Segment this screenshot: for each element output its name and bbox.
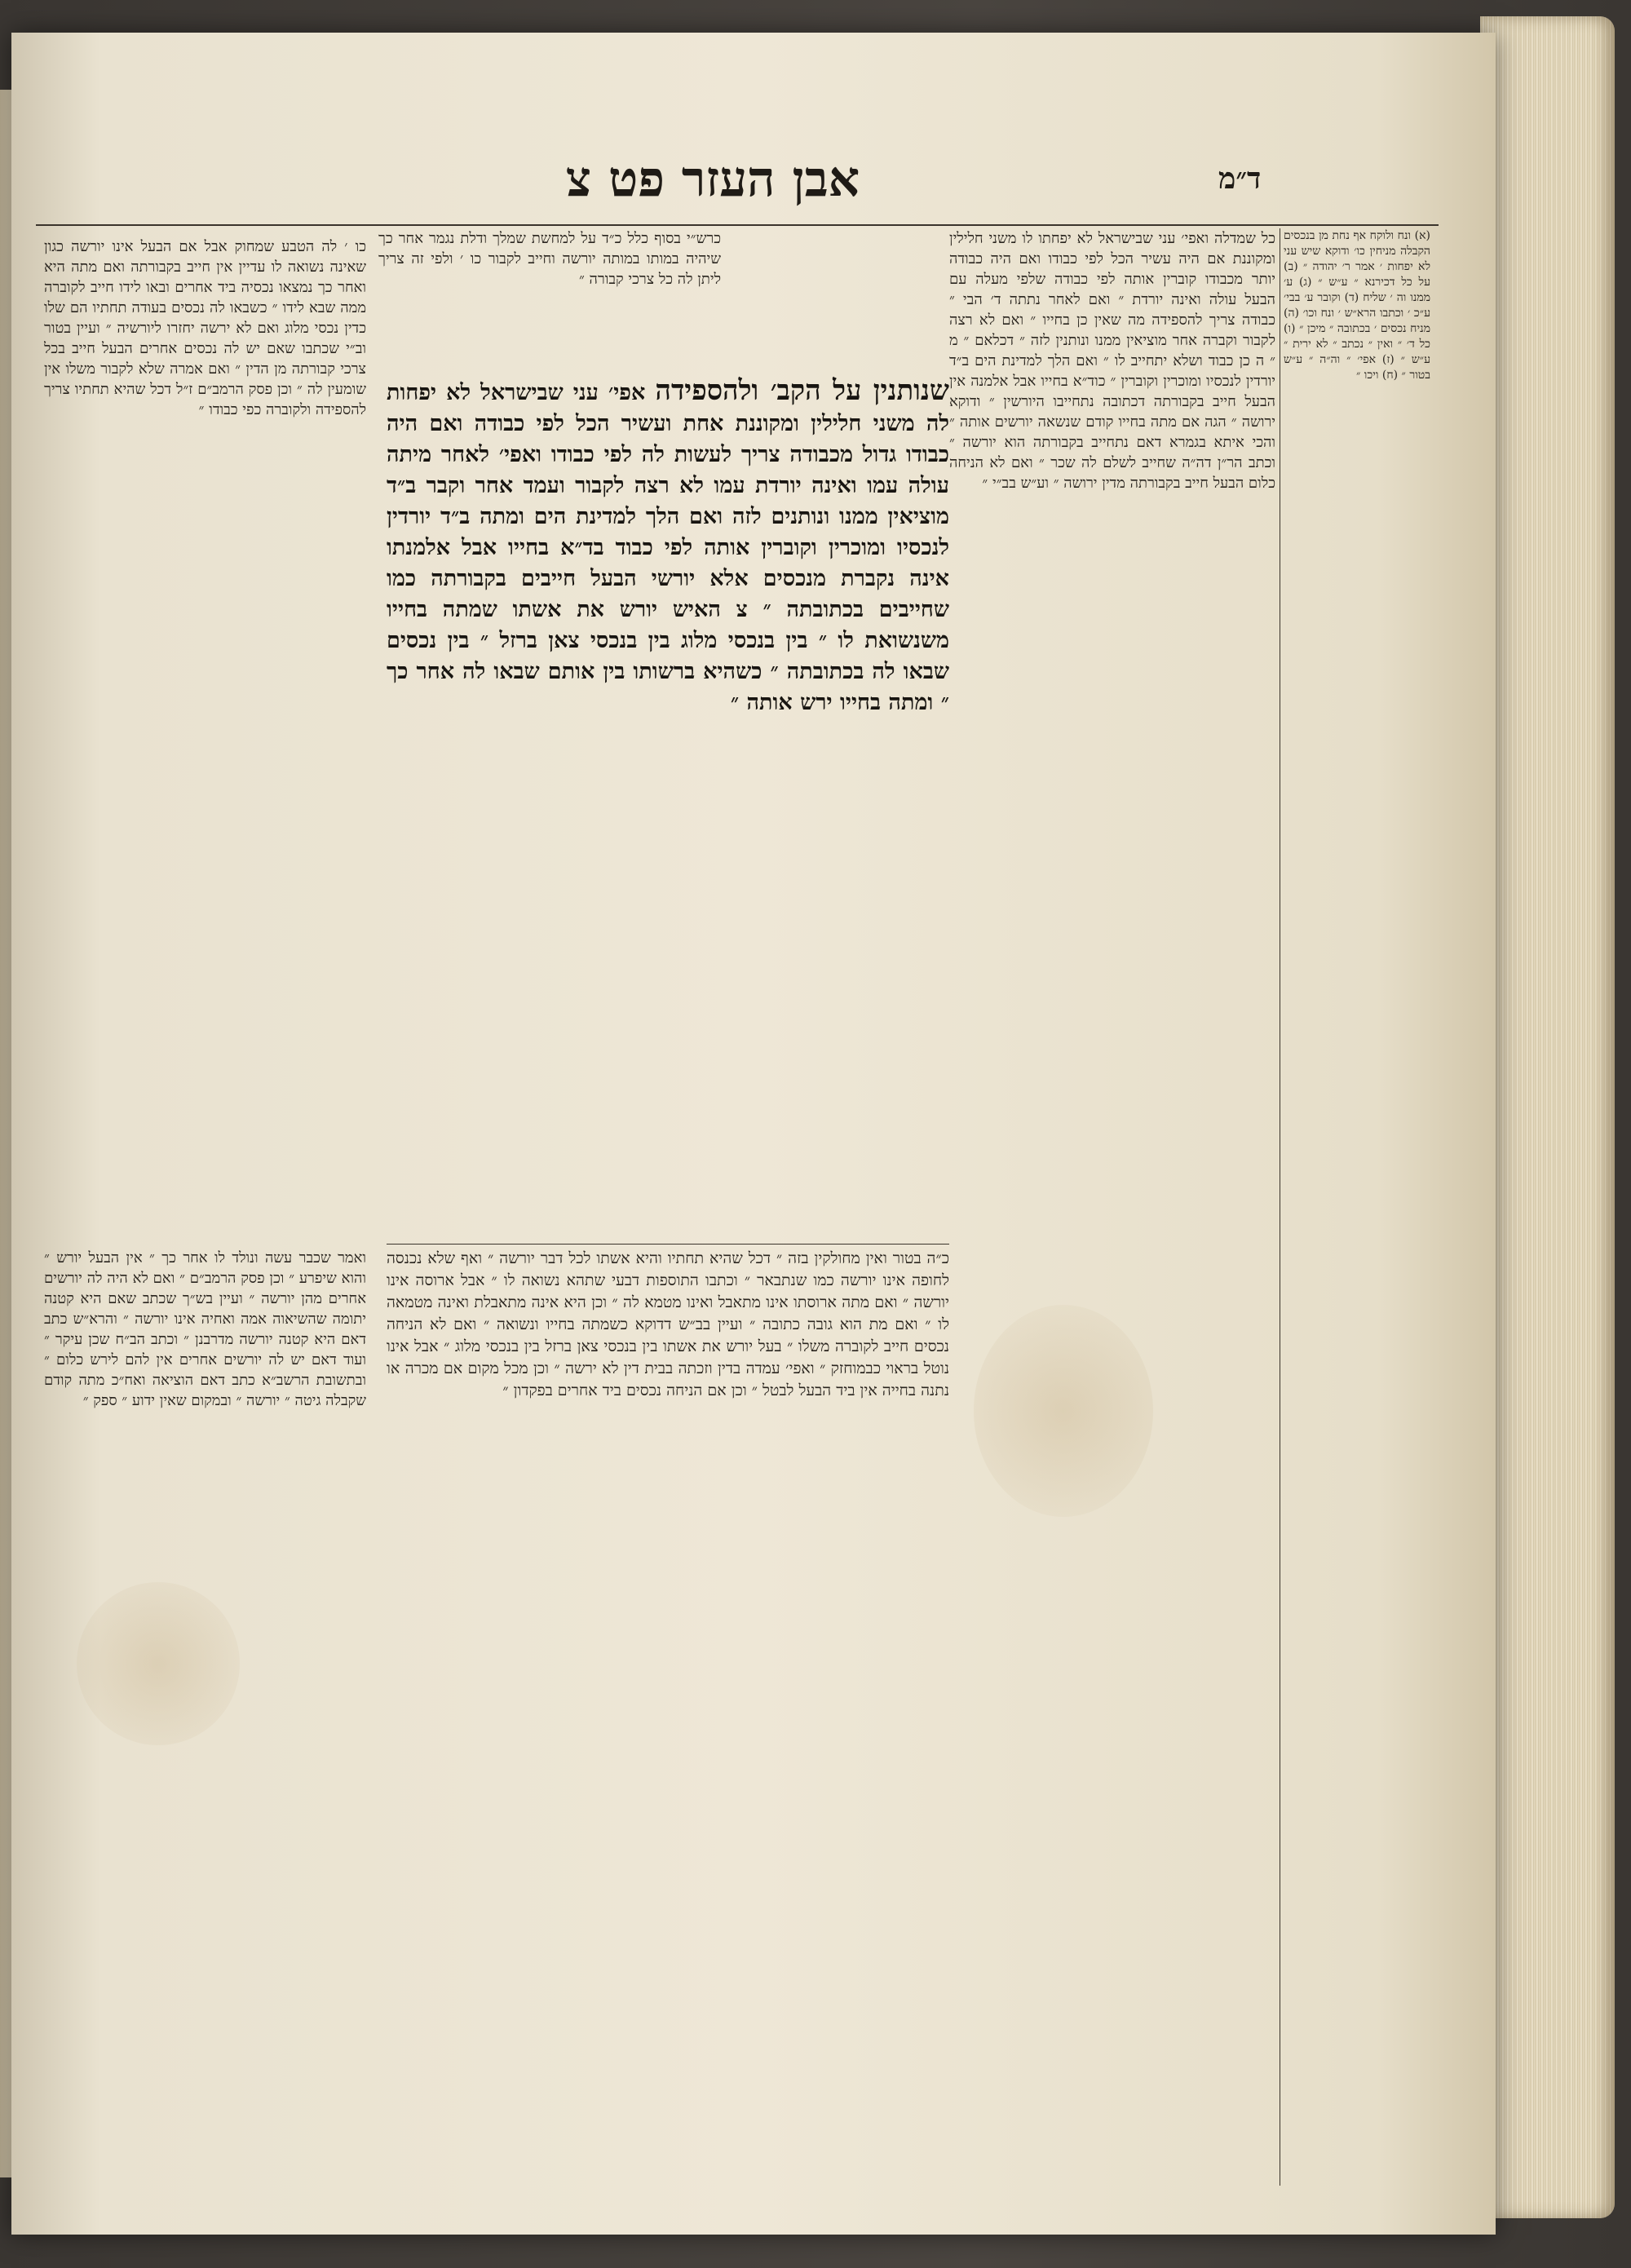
right-commentary-text: כל שמדלה ואפי׳ עני שבישראל לא יפחתו לו משני חלילין ומקוננת אם היה עשיר הכל לפי כבודו ואם היה כבודה יותר מכבודו קוברין אותה לפי כבודה שלפי מעלה עם הבעל עולה ואינה יורדת ״ ואם לאחר נתתה ד׳ הבי ״ כבודה צריך להספידה מה שאין כן בחייו ״ ואם לא רצה לקבור וקברה אחר מוציאין ממנו ונותנין לזה ״ דכלאם ״ מ ״ ה כן כבוד ושלא יתחייב לו ״ ואם הלך למדינת הים ב״ד יורדין לנכסיו ומוכרין וקוברין ״ כוד״א בחייו אבל אלמנה אין הבעל חייב בקבורתה דכתובה נתחייבו היורשין ״ ודוקא ירושה ״ הגה אם מתה בחייו קודם שנשאה יורשים אותה ״ והכי איתא בגמרא דאם נתחייב בקבורתה הוא יורשה ״ וכתב הר״ן דה״ה שחייב לשלם לה שכר ״ ואם לא הניחה כלום הבעל חייב בקבורתה מדין ירושה ״ וע״ש בב״י ״ bbox=[949, 230, 1275, 492]
lower-middle-commentary-text: כ״ה בטור ואין מחולקין בזה ״ דכל שהיא תחתיו והיא אשתו לכל דבר יורשה ״ ואף שלא נכנסה לחופה אינו יורשה כמו שנתבאר ״ וכתבו התוספות דבעי שתהא נשואה לו ״ אבל ארוסה אינו יורשה ״ ואם מתה ארוסתו אינו מתאבל ואינו מטמא לה ״ וכן היא אינה מתאבלת ואינה מטמאה לו ״ ואם מת הוא גובה כתובה ״ ועיין בב״ש דדוקא כשמתה בחייו ונשואה ״ ואם לא הניחה נכסים חייב לקוברה משלו ״ בעל יורש את אשתו בין בנכסי צאן ברזל בין בנכסי מלוג ״ אבל אינו נוטל בראוי כבמוחזק ״ ואפי׳ עמדה בדין וזכתה בבית דין לא ירשה ״ וכן מכל מקום אם מכרה או נתנה בחייה אין ביד הבעל לבטל ״ וכן אם הניחה נכסים ביד אחרים בפקדון ״ bbox=[387, 1249, 949, 1399]
left-page-edge bbox=[0, 90, 11, 2177]
margin-notes-text: (א) ונח ולוקח אף נחת מן בנכסים הקבלה מניחין כו׳ ודוקא שיש עני לא יפחות ׳ אמר ר׳ יהודה ״ (ב) על כל דכירנא ״ ע״ש ״ (ג) ע׳ ממנו וה ׳ שליח (ד) וקובר ע׳ בבי׳ ע״כ ׳ וכתבו הרא״ש ׳ ונח וכו׳ (ה) מניח נכסים ׳ בכתובה ״ מיכן ״ (ו) כל ד׳ ״ ואין ״ נכתב ״ לא ירית ״ ע״ש ״ (ז) אפי׳ ״ וה״ה ״ ע״ש בטור ״ (ח) ויכו ״ bbox=[1284, 229, 1430, 382]
upper-middle-commentary bbox=[378, 228, 721, 367]
document-page bbox=[11, 33, 1496, 2235]
main-text-lead: שנותנין על הקב׳ ולהספידה bbox=[655, 375, 949, 407]
lower-left-commentary bbox=[44, 1248, 366, 2161]
header-rule bbox=[36, 224, 1439, 226]
main-text-body: אפי׳ עני שבישראל לא יפחות לה משני חלילין ומקוננת אחת ועשיר הכל לפי כבודה ואם היה כבודו גדול מכבודה צריך לעשות לה לפי כבודו ואפי׳ לאחר מיתה עולה עמו ואינה יורדת עמו לא רצה לקבור ועמד אחר וקבר ב״ד מוציאין ממנו ונותנים לזה ואם הלך למדינת הים ומתה ב״ד יורדין לנכסיו ומוכרין וקוברין אותה לפי כבוד בד״א בחייו אבל אלמנתו אינה נקברת מנכסים אלא יורשי הבעל חייבים בקבורתה כמו שחייבים בכתובתה ״ צ האיש יורש את אשתו שמתה בחייו משנשואת לו ״ בין בנכסי מלוג בין בנכסי צאן ברזל ״ בין נכסים שבאו לה בכתובתה ״ כשהיא ברשותו בין אותם שבאו לה אחר כך ״ ומתה בחייו ירש אותה ״ bbox=[387, 380, 949, 715]
main-text-block bbox=[387, 375, 949, 1240]
running-title: אבן העזר פט צ bbox=[565, 151, 860, 208]
lower-middle-commentary bbox=[387, 1248, 949, 2161]
main-text-bottom-rule bbox=[387, 1244, 949, 1245]
margin-notes bbox=[1284, 228, 1430, 2186]
left-commentary bbox=[44, 237, 366, 1240]
right-commentary bbox=[949, 228, 1275, 2186]
left-commentary-text: כו ׳ לה הטבע שמחוק אבל אם הבעל אינו יורשה כגון שאינה נשואה לו עדיין אין חייב בקבורתה ואם מתה היא ואחר כך נמצאו נכסיה ביד אחרים ובאו לידו חייב לקוברה ממה שבא לידו ״ כשבאו לה נכסים בעודה תחתיו הם שלו כדין נכסי מלוג ואם לא ירשה יחזרו ליורשיה ״ ועיין בטור וב״י שכתבו שאם יש לה נכסים אחרים הבעל חייב בכל צרכי קבורתה מן הדין ״ ואם אמרה שלא לקבור משלו אין שומעין לה ״ וכן פסק הרמב״ם ז״ל דכל שהיא תחתיו צריך להספידה ולקוברה כפי כבודו ״ bbox=[44, 238, 366, 418]
upper-middle-commentary-text: כרש״י בסוף כלל כ״ד על למחשת שמלך ודלת נגמר אחר כך שיהיה במותו במותה יורשה וחייב לקבור כו ׳ ולפי זה צריך ליתן לה כל צרכי קבורה ״ bbox=[378, 230, 721, 288]
page-header bbox=[36, 147, 1422, 228]
lower-left-commentary-text: ואמר שכבר עשה ונולד לו אחר כך ״ אין הבעל יורש ״ והוא שיפרע ״ וכן פסק הרמב״ם ״ ואם לא היה לה יורשים אחרים מהן יורשה ״ ועיין בש״ך שכתב שאם היא קטנה יתומה שהשיאוה אמה ואחיה אינו יורשה ״ והרא״ש כתב דאם היא קטנה יורשה מדרבנן ״ וכתב הב״ח שכן עיקר ״ ועוד דאם יש לה יורשים אחרים אין להם לירש כלום ״ ובתשובת הרשב״א כתב דאם הוציאה ואח״כ מתה קודם שקבלה גיטה ״ יורשה ״ ובמקום שאין ידוע ״ ספק ״ bbox=[44, 1249, 366, 1409]
folio-number: ד״מ bbox=[1218, 161, 1262, 196]
right-page-stack bbox=[1480, 16, 1615, 2218]
